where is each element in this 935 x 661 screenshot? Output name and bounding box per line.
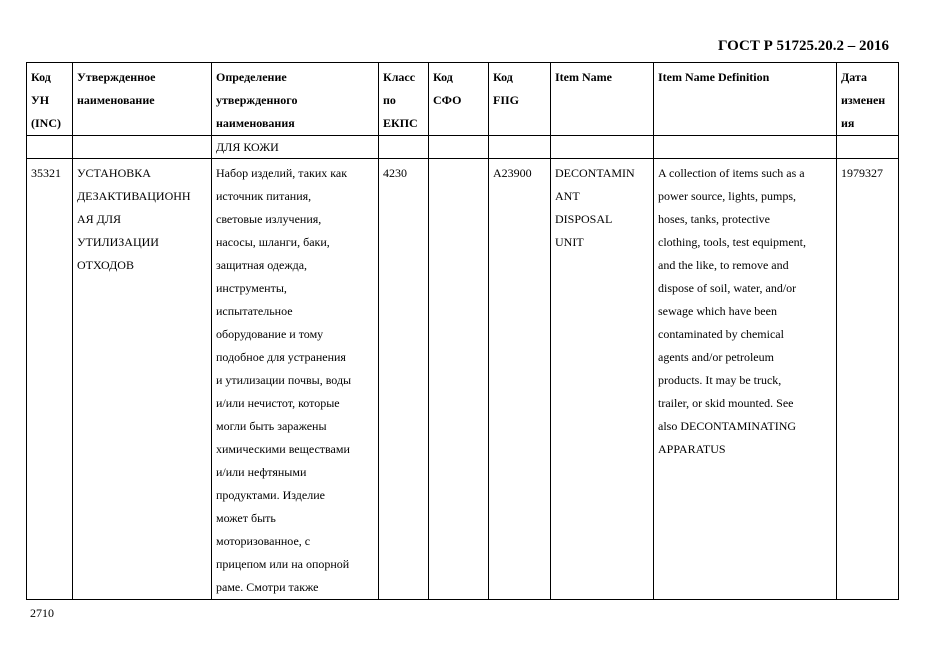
col-header-item-name: Item Name xyxy=(551,63,654,136)
table-cell xyxy=(73,136,212,159)
continuation-row xyxy=(27,136,899,159)
fiig-code-cell: A23900 xyxy=(489,159,551,600)
ekps-class-cell: 4230 xyxy=(379,159,429,600)
definition-ru-cell: Набор изделий, таких как источник питания, световые излучения, насосы, шланги, баки, защитная одежда, инструменты, испытательное оборудование и тому подобное для устранения и утилизации почвы, воды и/или нечистот, которые могли быть заражены химическими веществами и/или нефтяными продуктами. Изделие может быть моторизованное, с прицепом или на опорной раме. Смотри также xyxy=(212,159,379,600)
item-definition-cell: A collection of items such as a power source, lights, pumps, hoses, tanks, protective clothing, tools, test equipment, and the like, to remove and dispose of soil, water, and/or sewage which have been contaminated by chemical agents and/or petroleum products. It may be truck, trailer, or skid mounted. See also DECONTAMINATING APPARATUS xyxy=(654,159,837,600)
table-cell: ДЛЯ КОЖИ xyxy=(212,136,379,159)
table-cell xyxy=(429,136,489,159)
col-header-change-date: Дата изменен ия xyxy=(837,63,899,136)
table-cell xyxy=(654,136,837,159)
inc-cell: 35321 xyxy=(27,159,73,600)
table-cell xyxy=(27,136,73,159)
table-row xyxy=(27,159,899,600)
approved-name-cell: УСТАНОВКА ДЕЗАКТИВАЦИОНН АЯ ДЛЯ УТИЛИЗАЦИИ ОТХОДОВ xyxy=(73,159,212,600)
col-header-item-definition: Item Name Definition xyxy=(654,63,837,136)
table-header-row xyxy=(27,63,899,136)
table-cell xyxy=(837,136,899,159)
document-code: ГОСТ Р 51725.20.2 – 2016 xyxy=(717,38,889,54)
item-name-cell: DECONTAMIN ANT DISPOSAL UNIT xyxy=(551,159,654,600)
change-date-cell: 1979327 xyxy=(837,159,899,600)
col-header-approved-name: Утвержденное наименование xyxy=(73,63,212,136)
table-cell xyxy=(379,136,429,159)
sfo-code-cell xyxy=(429,159,489,600)
col-header-definition: Определение утвержденного наименования xyxy=(212,63,379,136)
col-header-sfo-code: Код СФО xyxy=(429,63,489,136)
col-header-inc: Код УН (INC) xyxy=(27,63,73,136)
table-cell xyxy=(551,136,654,159)
page-number: 2710 xyxy=(30,606,54,620)
col-header-fiig-code: Код FIIG xyxy=(489,63,551,136)
items-table xyxy=(26,62,899,600)
col-header-ekps-class: Класс по ЕКПС xyxy=(379,63,429,136)
table-cell xyxy=(489,136,551,159)
